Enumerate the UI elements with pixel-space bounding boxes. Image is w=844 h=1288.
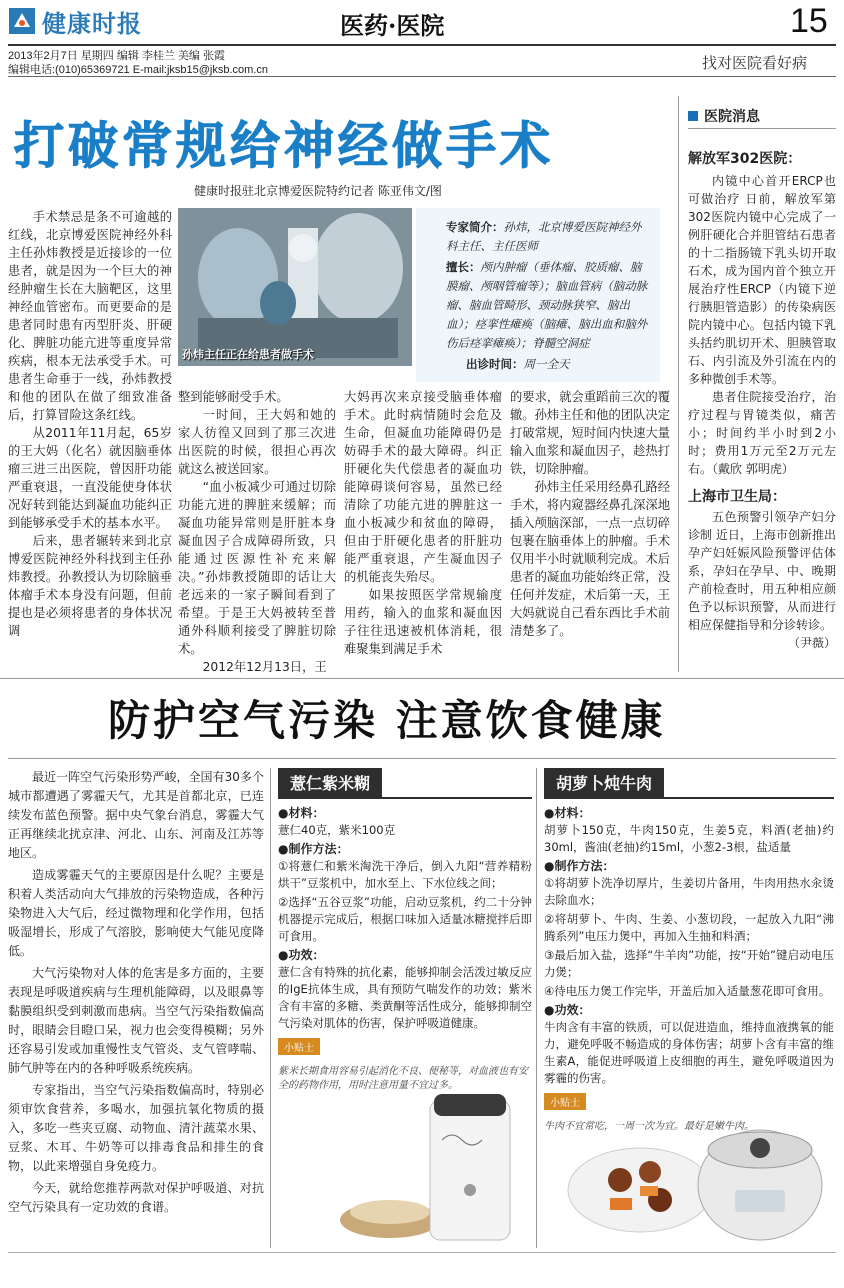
sidebar-item1-body <box>688 172 836 478</box>
paragraph: 专家指出，当空气污染指数偏高时，特别必须审饮食营养，多喝水，加强抗氧化物质的摄入，多吃一些夹豆腐、动物血、清汁蔬菜水果、豆浆、木耳、牛奶等可以排毒食品和排生的食物，以此来增强自身免疫力。 <box>8 1083 264 1173</box>
article2-body <box>8 768 264 1220</box>
expert-clinic-text: 周一全天 <box>523 357 570 371</box>
article1-col4 <box>510 388 670 640</box>
surgery-photo-illustration <box>178 208 412 366</box>
recipe1-effect-label: ●功效： <box>278 948 325 962</box>
top-rule <box>8 44 836 46</box>
column-divider <box>270 768 271 1248</box>
paragraph: 2012年12月13日，王 <box>202 660 327 674</box>
expert-intro <box>446 218 650 256</box>
recipe2-materials-label: ●材料： <box>544 806 591 820</box>
paragraph: （尹薇） <box>787 636 836 650</box>
paragraph: 孙炜主任采用经鼻孔路经手术，将内窥器经鼻孔深深地插入颅脑深部，一点一点切碎包裹在脑垂体上的肿瘤。手术仅用半小时就顺利完成。术后患者的凝血功能始终正常，没任何并发症，术后第一天，王大妈就说自己看东西比手术前清楚多了。 <box>510 480 670 638</box>
logo-icon <box>8 7 36 35</box>
section-title: 医药·医院 <box>340 11 445 40</box>
recipe1-materials-label: ●材料： <box>278 806 325 820</box>
column-divider <box>536 768 537 1248</box>
recipe2-materials: 胡萝卜150克，牛肉150克，生姜5克，料酒(老抽)约30ml，酱油(老抽)约15ml，小葱2-3根，盐适量 <box>544 823 834 854</box>
expert-intro-label: 专家简介： <box>446 220 504 234</box>
recipe1-step: ②选择“五谷豆浆”功能，启动豆浆机，约二十分钟机器提示完成后，根据口味加入适量冰糖搅拌后即可食用。 <box>278 895 532 943</box>
recipe2-effect: 牛肉含有丰富的铁质，可以促进造血，维持血液携氧的能力，避免呼吸不畅造成的身体伤害；胡萝卜含有丰富的维生素A，能促进呼吸道上皮细胞的再生，避免呼吸道因为雾霾的伤害。 <box>544 1020 834 1085</box>
recipe2-effect-label: ●功效： <box>544 1003 591 1017</box>
paragraph: 大妈再次来京接受脑垂体瘤手术。此时病情随时会危及生命，但凝血功能障碍仍是妨碍手术的最大障碍。纠正肝硬化失代偿患者的凝血功能障碍谈何容易，虽然已经清除了功能亢进的脾脏这一血小板减少和贫血的障碍，但由于肝硬化患者的肝脏功能严重衰退，产生凝血因子的机能丧失殆尽。 <box>344 390 502 584</box>
paragraph: 内镜中心首开ERCP也可做治疗 日前，解放军第302医院内镜中心完成了一例肝硬化合并胆管结石患者的十二指肠镜下乳头切开取石术，成为国内首个独立开展治疗性ERCP（内镜下逆行胰胆管造影）的传染病医院内镜中心。包括内镜下乳头括约肌切开术、胆胰管取石、内引流及外引流在内的多种微创手术等。 <box>688 174 836 386</box>
expert-clinic <box>446 355 650 374</box>
article1-headline: 打破常规给神经做手术 <box>14 117 554 175</box>
paragraph: 如果按照医学常规输度用药，输入的血浆和凝血因子往往迅速被机体消耗，很难聚集到满足手术 <box>344 588 502 656</box>
recipe1-title: 薏仁紫米糊 <box>278 768 382 797</box>
recipe1-tip: 紫米长期食用容易引起消化不良、便秘等，对血液也有安全的药物作用，用时注意用量不宜过多。 <box>278 1066 528 1091</box>
editor-contact: 编辑电话:(010)65369721 E-mail:jksb15@jksb.com.cn <box>8 64 268 76</box>
paragraph: 从2011年11月起，65岁的王大妈（化名）就因脑垂体瘤三进三出医院，曾因肝功能严重衰退，一直没能使身体状况好转到能达到凝血功能纠正到能够承受手术的基本水平。 <box>8 426 172 530</box>
expert-clinic-label: 出诊时间： <box>466 357 524 371</box>
paragraph: 后来，患者辗转来到北京博爱医院神经外科找到主任孙炜教授。孙教授认为切除脑垂体瘤手术本身没有问题，但前提也是必须将患者的身体状况调 <box>8 534 172 638</box>
sidebar-heading <box>688 106 760 126</box>
sidebar-heading-rule <box>688 128 836 129</box>
recipe2-step: ②将胡萝卜、牛肉、生姜、小葱切段，一起放入九阳“沸腾系列”电压力煲中，再加入生抽和料酒； <box>544 912 834 943</box>
recipe2-tip-badge: 小贴士 <box>544 1093 586 1110</box>
recipe1-tip-badge: 小贴士 <box>278 1038 320 1055</box>
article1-col1 <box>8 208 172 640</box>
recipe2-method-label: ●制作方法： <box>544 859 615 873</box>
paragraph: 最近一阵空气污染形势严峻，全国有30多个城市都遭遇了雾霾天气，尤其是首都北京，已连续发布蓝色预警。据中央气象台消息，雾霾大气正再继续北扰京津、河北、山东、河南及江苏等地区。 <box>8 770 264 860</box>
soymilk-maker-image <box>330 1080 530 1250</box>
newspaper-logo[interactable] <box>8 6 208 36</box>
bottom-rule <box>8 1252 836 1253</box>
article2-headline: 防护空气污染 注意饮食健康 <box>108 696 666 745</box>
paragraph: 今天，就给您推荐两款对保护呼吸道、对抗空气污染具有一定功效的食谱。 <box>8 1181 264 1214</box>
recipe1-materials: 薏仁40克，紫米100克 <box>278 823 396 837</box>
section-slogan: 找对医院看好病 <box>702 54 808 72</box>
recipe2-step: ①将胡萝卜洗净切厚片，生姜切片备用，牛肉用热水汆烫去除血水； <box>544 876 834 907</box>
square-bullet-icon <box>688 111 698 121</box>
masthead <box>0 0 844 44</box>
sidebar-item2-title: 上海市卫生局： <box>688 489 786 505</box>
article1-byline: 健康时报驻北京博爱医院特约记者 陈亚伟文/图 <box>194 184 442 198</box>
section-separator <box>0 678 844 679</box>
expert-skill-text: 颅内肿瘤（垂体瘤、胶质瘤、脑膜瘤、颅咽管瘤等）；脑血管病（脑动脉瘤、脑血管畸形、颈动脉狭窄、脑出血）；痉挛性瘫痪（脑瘫、脑出血和脑外伤后痉挛瘫痪）；脊髓空洞症 <box>446 260 648 350</box>
paragraph: 五色预警引领孕产妇分诊制 近日，上海市创新推出孕产妇妊娠风险预警评估体系，孕妇在孕早、中、晚期产前检查时，用五种相应颜色予以标识预警，从而进行相应保健指导和分诊转诊。 <box>688 510 836 632</box>
paragraph: 的要求，就会重蹈前三次的覆辙。孙炜主任和他的团队决定打破常规，短时间内快速大量输入血浆和凝血因子，趁热打铁，切除肿瘤。 <box>510 390 670 476</box>
sidebar-item2-body <box>688 508 836 652</box>
expert-skill-label: 擅长： <box>446 260 481 274</box>
paragraph: 整到能够耐受手术。 <box>178 390 289 404</box>
article1-col2 <box>178 388 336 676</box>
recipe2-tab-wrap <box>544 768 834 799</box>
recipe2 <box>544 768 834 1144</box>
paragraph: 手术禁忌是条不可逾越的红线，北京博爱医院神经外科主任孙炜教授是近接诊的一位患者，就是因为一个巨大的神经肿瘤生长在大脑靶区，这里神经血管密布。而更要命的是患者同时患有丙型肝炎、肝硬化、脾脏功能亢进等重度异常疾病，根本无法承受手术。可患者生命垂于一线，孙炜教授和他的团队在做了细致准备后，打算冒险这条红线。 <box>8 210 172 422</box>
recipe2-step: ④待电压力煲工作完毕，开盖后加入适量葱花即可食用。 <box>544 984 831 998</box>
paragraph: 患者住院接受治疗，治疗过程与胃镜类似，痛苦小；时间约半小时到2小时；费用1万元至2万元左右。（戴欣 郭明虎） <box>688 390 836 476</box>
beef-stew-cooker-image <box>560 1110 830 1250</box>
recipe2-step: ③最后加入盐，选择“牛羊肉”功能，按“开始”键启动电压力煲； <box>544 948 834 979</box>
photo-caption: 孙炜主任正在给患者做手术 <box>182 348 314 361</box>
expert-skill <box>446 258 650 353</box>
page-number: 15 <box>790 2 828 40</box>
article2-rule <box>8 758 836 759</box>
recipe1-method-label: ●制作方法： <box>278 842 349 856</box>
logo-text: 健康时报 <box>42 8 142 38</box>
surgery-photo <box>178 208 412 366</box>
recipe2-title: 胡萝卜炖牛肉 <box>544 768 664 797</box>
article1-col3 <box>344 388 502 658</box>
recipe1 <box>278 768 532 1103</box>
sidebar-heading-text: 医院消息 <box>704 109 760 125</box>
meta-rule <box>8 76 836 77</box>
sidebar-item1-title: 解放军302医院： <box>688 151 802 167</box>
paragraph: 一时间，王大妈和她的家人彷徨又回到了那三次进出医院的时候，很担心再次就这么被送回家。 <box>178 408 336 476</box>
issue-meta: 2013年2月7日 星期四 编辑 李桂兰 美编 张霞 <box>8 50 225 62</box>
recipe2-tip: 牛肉不宜常吃，一周一次为宜。最好是嫩牛肉。 <box>544 1121 754 1132</box>
paragraph: “血小板减少可通过切除功能亢进的脾脏来缓解；而凝血功能异常则是肝脏本身凝血因子合成障碍所致，只能通过医源性补充来解决。”孙炜教授随即的话让大老远来的一家子瞬间看到了希望。于是王大妈被转至普通外科顺利接受了脾脏切除术。 <box>178 480 336 656</box>
sidebar-divider <box>678 96 679 672</box>
recipe1-effect: 薏仁含有特殊的抗化素，能够抑制会活泼过敏反应的IgE抗体生成，具有预防气喘发作的功效；紫米含有丰富的多糖、类黄酮等活性成分，能够抑制空气污染对肌体的伤害，保护呼吸道健康。 <box>278 965 532 1030</box>
expert-box <box>416 208 660 382</box>
paragraph: 大气污染物对人体的危害是多方面的，主要表现是呼吸道疾病与生理机能障碍，以及眼鼻等黏膜组织受到刺激而患病。当空气污染指数偏高时，眼睛会目瞪口呆，视力也会变得模糊；另外还容易引发或加重慢性支气管炎、支气管哮喘、肺气肿等在内的各种呼吸系统疾病。 <box>8 966 264 1075</box>
recipe1-step: ①将薏仁和紫米淘洗干净后，倒入九阳“营养精粉烘干”豆浆机中，加水至上、下水位线之间； <box>278 859 532 890</box>
paragraph: 造成雾霾天气的主要原因是什么呢？主要是积着人类活动向大气排放的污染物造成，各种污染物进入大气后，经过微物理和化学作用，包括吸湿增长，形成了气溶胶，影响使大气能见度降低。 <box>8 868 264 958</box>
recipe1-tab-wrap <box>278 768 532 799</box>
expert-intro-text: 孙炜，北京博爱医院神经外科主任、主任医师 <box>446 220 642 253</box>
